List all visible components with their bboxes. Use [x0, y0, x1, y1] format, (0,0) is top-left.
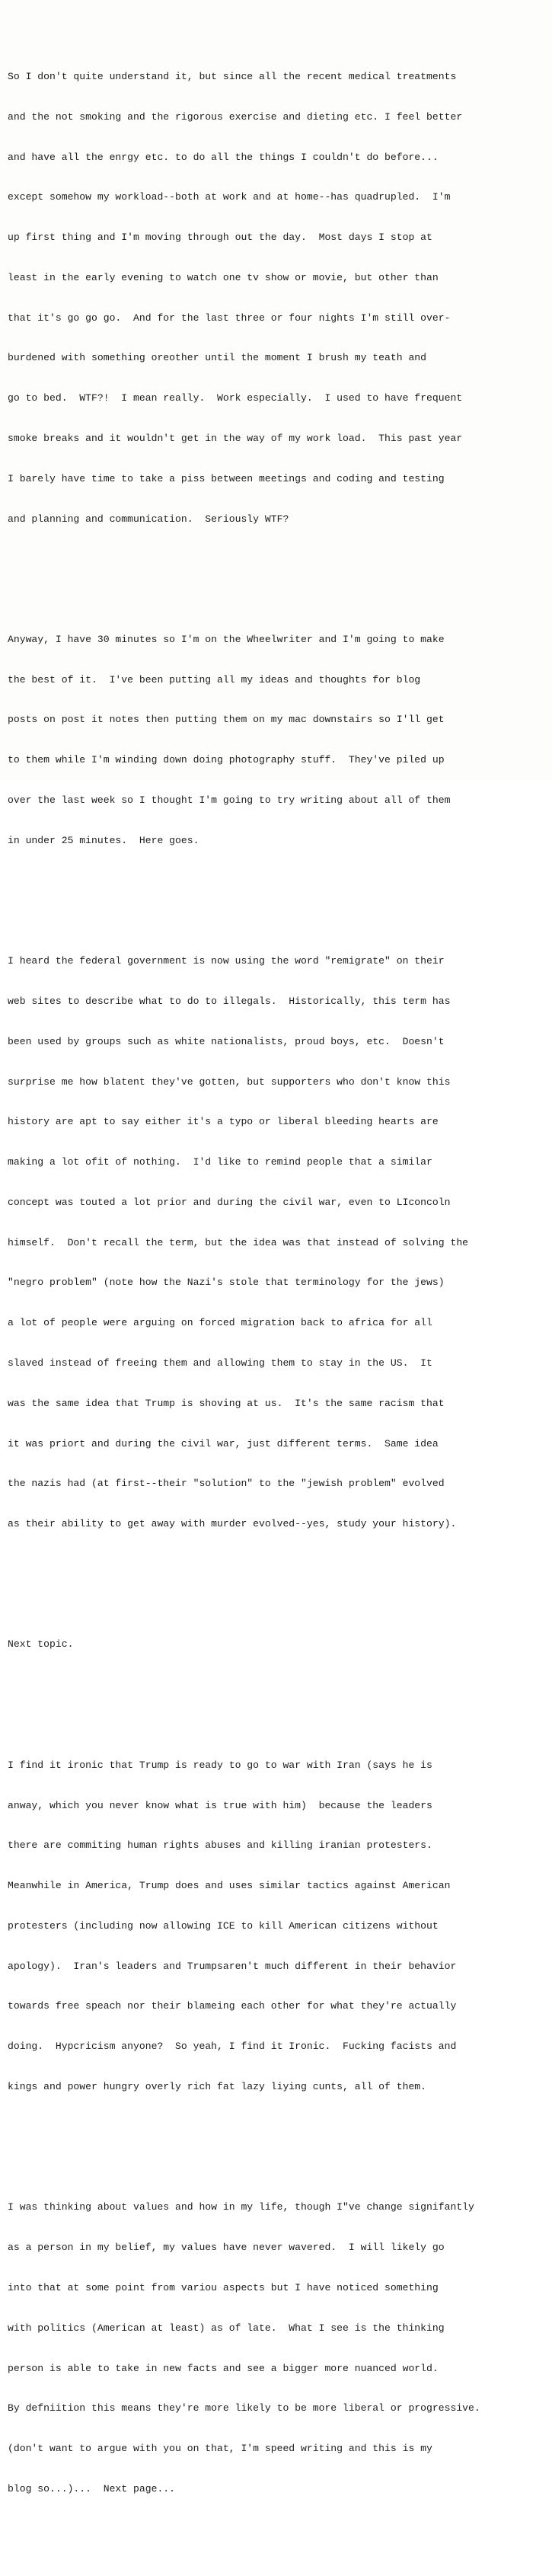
text-line: "negro problem" (note how the Nazi's stole that terminology for the jews)	[8, 1277, 445, 1289]
document-body	[8, 3, 550, 2576]
text-line: slaved instead of freeing them and allowing them to stay in the US. It	[8, 1357, 432, 1369]
paragraph-wheelwriter	[8, 606, 550, 874]
text-line: By defniition this means they're more likely to be more liberal or progressive.	[8, 2402, 480, 2415]
text-line: So I don't quite understand it, but since all the recent medical treatments	[8, 70, 457, 82]
text-line: that it's go go go. And for the last three or four nights I'm still over-	[8, 312, 451, 324]
text-line: as their ability to get away with murder evolved--yes, study your history).	[8, 1518, 457, 1530]
text-line: over the last week so I thought I'm going to try writing about all of them	[8, 794, 451, 807]
text-line: and have all the enrgy etc. to do all the things I couldn't do before...	[8, 151, 439, 163]
text-line: anway, which you never know what is true with him) because the leaders	[8, 1799, 432, 1811]
text-line: least in the early evening to watch one tv show or movie, but other than	[8, 271, 439, 283]
text-line: as a person in my belief, my values have never wavered. I will likely go	[8, 2242, 445, 2254]
text-line: the nazis had (at first--their "solution" to the "jewish problem" evolved	[8, 1478, 445, 1490]
text-line: up first thing and I'm moving through out the day. Most days I stop at	[8, 232, 432, 244]
text-line: history are apt to say either it's a typo or liberal bleeding hearts are	[8, 1116, 439, 1128]
paragraph-remigrate	[8, 928, 550, 1558]
text-line: posts on post it notes then putting them on my mac downstairs so I'll get	[8, 714, 445, 726]
text-line: a lot of people were arguing on forced migration back to africa for all	[8, 1317, 432, 1329]
text-line: web sites to describe what to do to illegals. Historically, this term has	[8, 995, 451, 1007]
text-line: blog so...)... Next page...	[8, 2482, 176, 2495]
paragraph-next-topic	[8, 1611, 550, 1678]
text-line: towards free speach nor their blameing each other for what they're actually	[8, 2000, 457, 2012]
text-line: with politics (American at least) as of late. What I see is the thinking	[8, 2322, 445, 2334]
text-line: was the same idea that Trump is shoving at us. It's the same racism that	[8, 1397, 445, 1409]
text-line: doing. Hypcricism anyone? So yeah, I find it Ironic. Fucking facists and	[8, 2041, 457, 2053]
text-line: surprise me how blatent they've gotten, but supporters who don't know this	[8, 1075, 451, 1088]
text-line: the best of it. I've been putting all my ideas and thoughts for blog	[8, 673, 421, 686]
paragraph-iran	[8, 1732, 550, 2121]
text-line: protesters (including now allowing ICE to kill American citizens without	[8, 1919, 439, 1932]
text-line: and the not smoking and the rigorous exercise and dieting etc. I feel better	[8, 110, 463, 123]
text-line: Meanwhile in America, Trump does and uses similar tactics against American	[8, 1880, 451, 1892]
paragraph-health-and-workload	[8, 43, 550, 553]
text-line: I find it ironic that Trump is ready to go to war with Iran (says he is	[8, 1759, 432, 1771]
text-line: burdened with something oreother until the moment I brush my teath and	[8, 352, 427, 364]
text-line: go to bed. WTF?! I mean really. Work especially. I used to have frequent	[8, 392, 463, 404]
text-line: (don't want to argue with you on that, I'm speed writing and this is my	[8, 2443, 432, 2455]
text-line: concept was touted a lot prior and during the civil war, even to LIconcoln	[8, 1196, 451, 1208]
text-line: himself. Don't recall the term, but the idea was that instead of solving the	[8, 1236, 469, 1248]
text-line: been used by groups such as white nationalists, proud boys, etc. Doesn't	[8, 1035, 445, 1047]
text-line: kings and power hungry overly rich fat lazy liying cunts, all of them.	[8, 2081, 427, 2093]
text-line: apology). Iran's leaders and Trumpsaren't much different in their behavior	[8, 1960, 457, 1972]
text-line: smoke breaks and it wouldn't get in the way of my work load. This past year	[8, 433, 463, 444]
text-line: person is able to take in new facts and see a bigger more nuanced world.	[8, 2362, 439, 2374]
text-line: I was thinking about values and how in my life, though I"ve change signifantly	[8, 2201, 474, 2213]
text-line: into that at some point from variou aspects but I have noticed something	[8, 2281, 439, 2293]
text-line: to them while I'm winding down doing photography stuff. They've piled up	[8, 754, 445, 766]
text-line: there are commiting human rights abuses and killing iranian protesters.	[8, 1839, 432, 1852]
text-line: it was priort and during the civil war, just different terms. Same idea	[8, 1437, 439, 1449]
paragraph-values	[8, 2174, 550, 2522]
text-line: Next topic.	[8, 1638, 74, 1651]
text-line: in under 25 minutes. Here goes.	[8, 834, 199, 846]
text-line: Anyway, I have 30 minutes so I'm on the Wheelwriter and I'm going to make	[8, 633, 445, 645]
text-line: I heard the federal government is now using the word "remigrate" on their	[8, 955, 445, 967]
text-line: making a lot ofit of nothing. I'd like to remind people that a similar	[8, 1156, 432, 1168]
text-line: except somehow my workload--both at work and at home--has quadrupled. I'm	[8, 191, 451, 203]
text-line: and planning and communication. Seriously WTF?	[8, 513, 289, 525]
text-line: I barely have time to take a piss between meetings and coding and testing	[8, 472, 445, 484]
